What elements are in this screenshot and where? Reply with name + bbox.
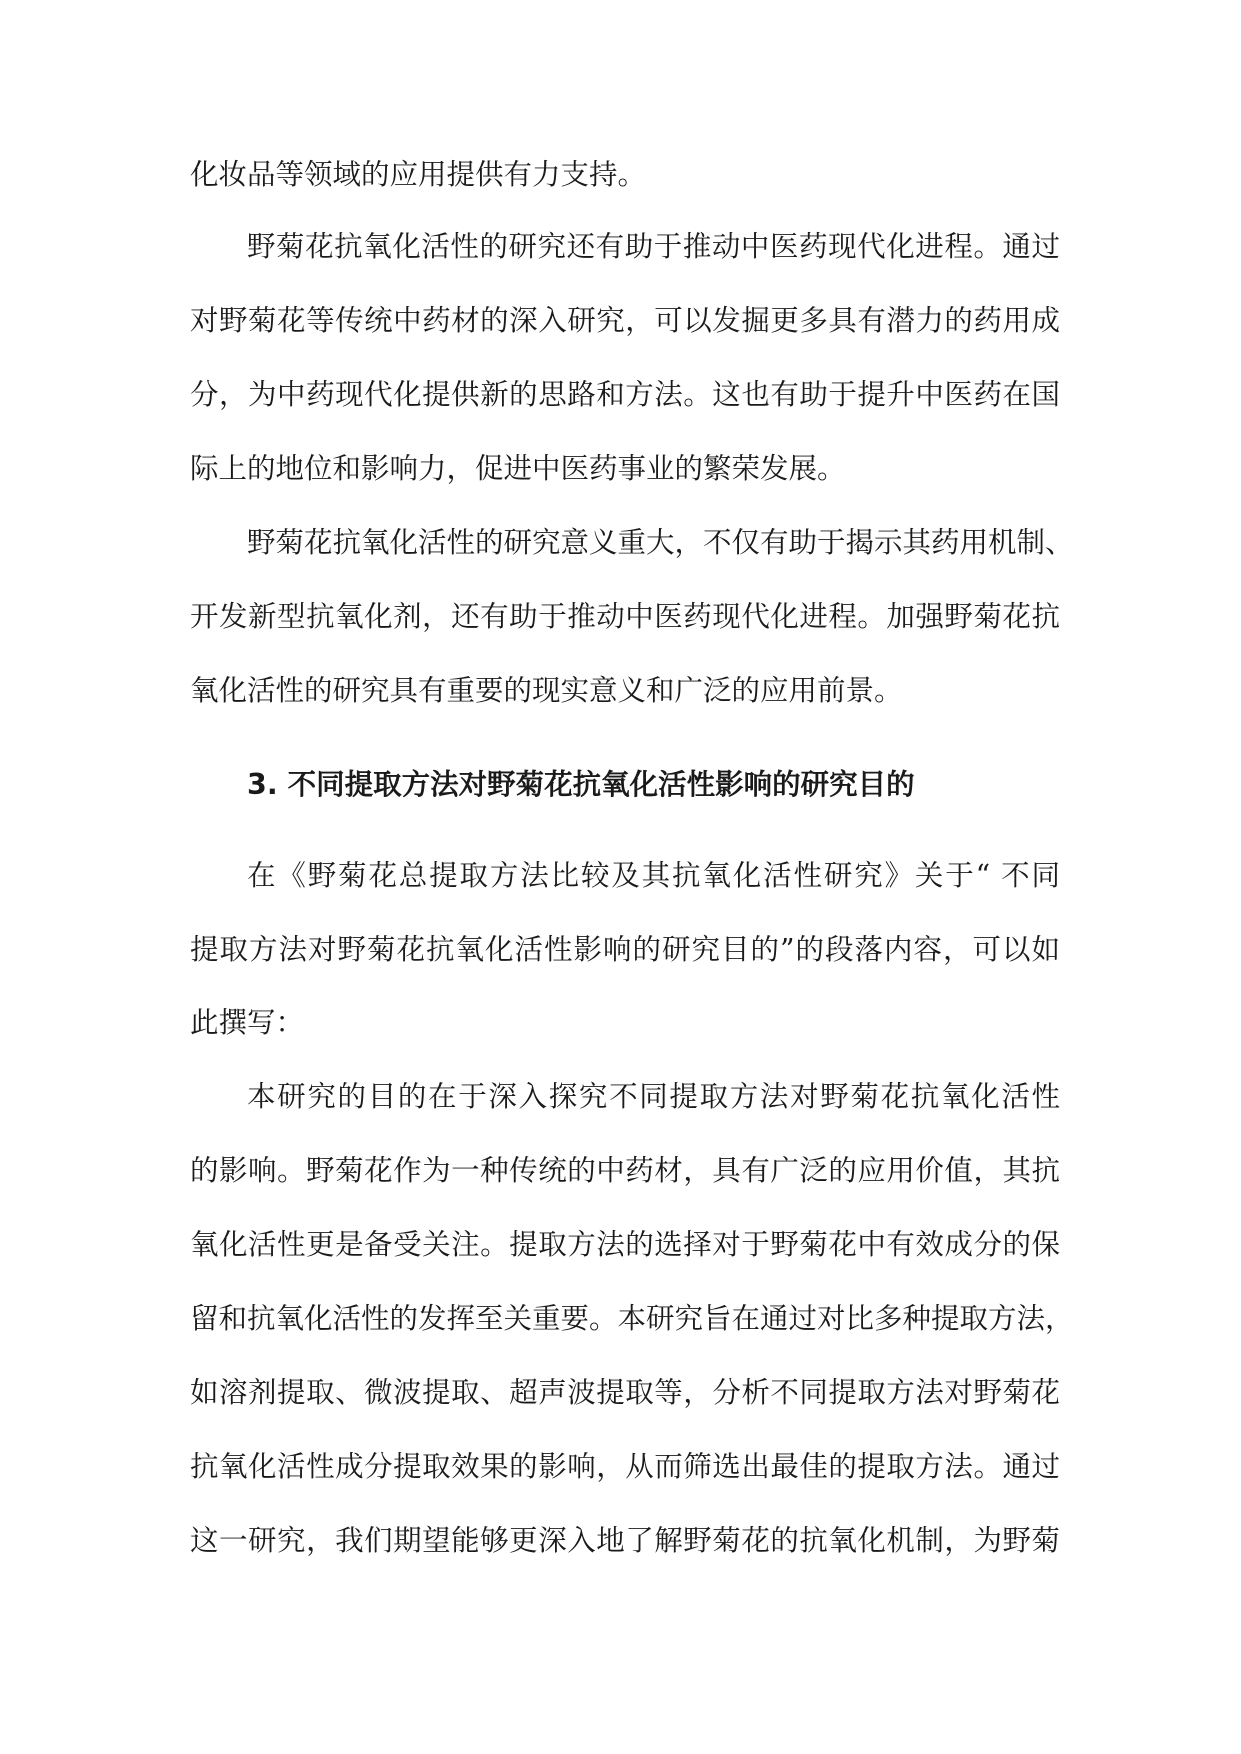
section-heading: 3. 不同提取方法对野菊花抗氧化活性影响的研究目的 [247,768,915,801]
paragraph-line: 留和抗氧化活性的发挥至关重要。本研究旨在通过对比多种提取方法， [190,1302,1074,1335]
paragraph-line: 抗氧化活性成分提取效果的影响，从而筛选出最佳的提取方法。通过 [190,1450,1060,1483]
paragraph-line: 氧化活性更是备受关注。提取方法的选择对于野菊花中有效成分的保 [190,1228,1060,1261]
paragraph-line: 氧化活性的研究具有重要的现实意义和广泛的应用前景。 [190,674,903,707]
paragraph-line: 对野菊花等传统中药材的深入研究，可以发掘更多具有潜力的药用成 [190,304,1060,337]
paragraph-line: 分，为中药现代化提供新的思路和方法。这也有助于提升中医药在国 [190,378,1060,411]
paragraph-line: 野菊花抗氧化活性的研究还有助于推动中医药现代化进程。通过 [247,230,1060,263]
paragraph-line: 如溶剂提取、微波提取、超声波提取等，分析不同提取方法对野菊花 [190,1376,1060,1409]
paragraph-line: 的影响。野菊花作为一种传统的中药材，具有广泛的应用价值，其抗 [190,1154,1060,1187]
paragraph-line: 际上的地位和影响力，促进中医药事业的繁荣发展。 [190,452,846,485]
paragraph-line: 野菊花抗氧化活性的研究意义重大，不仅有助于揭示其药用机制、 [247,526,1074,559]
paragraph-line: 开发新型抗氧化剂，还有助于推动中医药现代化进程。加强野菊花抗 [190,600,1060,633]
paragraph-line: 本研究的目的在于深入探究不同提取方法对野菊花抗氧化活性 [247,1080,1060,1113]
paragraph-line: 此撰写： [190,1006,305,1039]
paragraph-line: 在《野菊花总提取方法比较及其抗氧化活性研究》关于“ 不同 [247,859,1060,892]
paragraph-line: 化妆品等领域的应用提供有力支持。 [190,158,647,191]
paragraph-line: 这一研究，我们期望能够更深入地了解野菊花的抗氧化机制，为野菊 [190,1524,1060,1557]
paragraph-line: 提取方法对野菊花抗氧化活性影响的研究目的”的段落内容，可以如 [190,933,1060,966]
